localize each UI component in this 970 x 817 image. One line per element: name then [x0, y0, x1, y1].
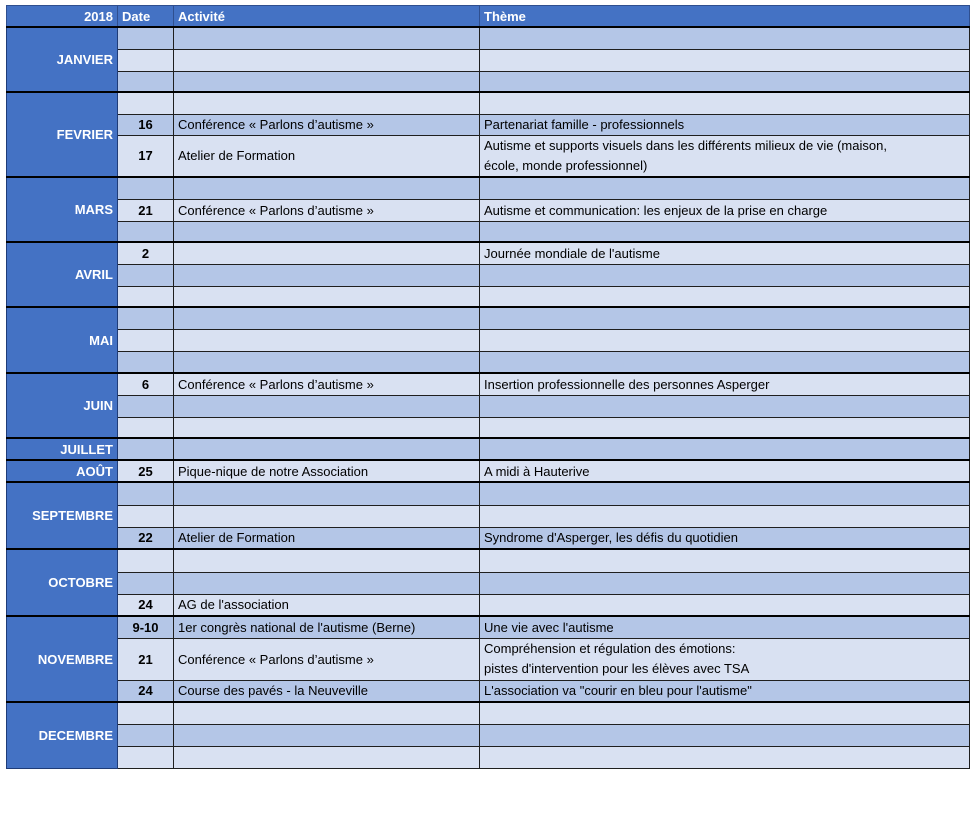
table-row — [7, 460, 970, 482]
table-row — [7, 49, 970, 71]
theme-cell: A midi à Hauterive — [480, 460, 970, 482]
theme-cell: Partenariat famille - professionnels — [480, 114, 970, 135]
theme-cell — [480, 307, 970, 329]
table-row — [7, 114, 970, 135]
table-row — [7, 27, 970, 49]
theme-cell — [480, 286, 970, 307]
table-row — [7, 724, 970, 746]
activity-cell — [174, 221, 480, 242]
date-cell: 22 — [118, 527, 174, 549]
theme-cell — [480, 395, 970, 417]
date-cell — [118, 286, 174, 307]
calendar-body — [7, 27, 970, 768]
date-cell: 16 — [118, 114, 174, 135]
month-label: SEPTEMBRE — [7, 482, 118, 549]
table-row — [7, 221, 970, 242]
date-cell — [118, 264, 174, 286]
theme-cell: Une vie avec l'autisme — [480, 616, 970, 638]
table-row — [7, 395, 970, 417]
theme-cell — [480, 92, 970, 114]
activity-cell — [174, 307, 480, 329]
theme-cell — [480, 746, 970, 768]
activity-cell — [174, 438, 480, 460]
activity-cell — [174, 724, 480, 746]
theme-cell — [480, 329, 970, 351]
table-row — [7, 351, 970, 373]
table-row — [7, 594, 970, 616]
activity-cell: Atelier de Formation — [174, 527, 480, 549]
theme-cell — [480, 177, 970, 199]
theme-cell — [480, 135, 970, 177]
theme-line: Compréhension et régulation des émotions: — [484, 641, 736, 656]
theme-cell: Autisme et communication: les enjeux de la prise en charge — [480, 199, 970, 221]
theme-cell: Journée mondiale de l'autisme — [480, 242, 970, 264]
month-label: OCTOBRE — [7, 549, 118, 616]
date-cell — [118, 438, 174, 460]
activity-cell — [174, 351, 480, 373]
theme-cell — [480, 505, 970, 527]
theme-cell — [480, 724, 970, 746]
theme-cell — [480, 482, 970, 505]
theme-line: Autisme et supports visuels dans les différents milieux de vie (maison, — [484, 137, 887, 153]
date-cell — [118, 746, 174, 768]
activity-cell: AG de l'association — [174, 594, 480, 616]
date-cell: 24 — [118, 594, 174, 616]
table-row — [7, 702, 970, 724]
theme-cell — [480, 27, 970, 49]
table-row — [7, 616, 970, 638]
date-cell — [118, 221, 174, 242]
date-cell — [118, 395, 174, 417]
month-label: FEVRIER — [7, 92, 118, 177]
theme-cell — [480, 264, 970, 286]
table-row — [7, 92, 970, 114]
date-cell: 9-10 — [118, 616, 174, 638]
date-cell — [118, 482, 174, 505]
table-row — [7, 680, 970, 702]
activity-cell: Conférence « Parlons d’autisme » — [174, 373, 480, 395]
table-row — [7, 373, 970, 395]
table-row — [7, 746, 970, 768]
table-row — [7, 286, 970, 307]
table-row — [7, 264, 970, 286]
table-row — [7, 135, 970, 177]
date-header: Date — [118, 6, 174, 28]
theme-cell — [480, 594, 970, 616]
theme-cell — [480, 49, 970, 71]
year-header: 2018 — [7, 6, 118, 28]
theme-cell — [480, 549, 970, 572]
theme-line: pistes d'intervention pour les élèves avec TSA — [484, 661, 750, 676]
theme-cell: Syndrome d'Asperger, les défis du quotidien — [480, 527, 970, 549]
activity-cell: Conférence « Parlons d’autisme » — [174, 199, 480, 221]
activity-cell: Conférence « Parlons d’autisme » — [174, 114, 480, 135]
activity-cell — [174, 549, 480, 572]
activity-cell — [174, 242, 480, 264]
activity-cell — [174, 572, 480, 594]
date-cell — [118, 71, 174, 92]
date-cell: 21 — [118, 638, 174, 680]
date-cell — [118, 505, 174, 527]
date-cell: 6 — [118, 373, 174, 395]
activity-cell: 1er congrès national de l'autisme (Berne) — [174, 616, 480, 638]
activity-cell — [174, 286, 480, 307]
month-label: MAI — [7, 307, 118, 373]
activity-header: Activité — [174, 6, 480, 28]
date-cell — [118, 177, 174, 199]
date-cell — [118, 549, 174, 572]
activity-cell: Course des pavés - la Neuveville — [174, 680, 480, 702]
activity-cell — [174, 329, 480, 351]
theme-cell: L'association va "courir en bleu pour l'autisme" — [480, 680, 970, 702]
table-row — [7, 505, 970, 527]
activity-cell — [174, 417, 480, 438]
month-label: JUILLET — [7, 438, 118, 460]
month-label: AOÛT — [7, 460, 118, 482]
table-row — [7, 199, 970, 221]
date-cell: 2 — [118, 242, 174, 264]
theme-cell — [480, 417, 970, 438]
date-cell — [118, 307, 174, 329]
month-label: NOVEMBRE — [7, 616, 118, 702]
date-cell: 25 — [118, 460, 174, 482]
activity-cell — [174, 482, 480, 505]
theme-cell — [480, 351, 970, 373]
date-cell — [118, 351, 174, 373]
activity-cell: Pique-nique de notre Association — [174, 460, 480, 482]
activity-cell — [174, 264, 480, 286]
table-row — [7, 482, 970, 505]
theme-cell — [480, 438, 970, 460]
events-calendar-table — [6, 5, 970, 769]
table-row — [7, 177, 970, 199]
activity-cell — [174, 505, 480, 527]
table-row — [7, 638, 970, 680]
table-row — [7, 329, 970, 351]
table-row — [7, 242, 970, 264]
date-cell — [118, 49, 174, 71]
activity-cell — [174, 27, 480, 49]
table-row — [7, 307, 970, 329]
table-row — [7, 549, 970, 572]
theme-cell: Insertion professionnelle des personnes Asperger — [480, 373, 970, 395]
date-cell — [118, 92, 174, 114]
theme-cell — [480, 702, 970, 724]
activity-cell — [174, 71, 480, 92]
month-label: JUIN — [7, 373, 118, 438]
activity-cell: Conférence « Parlons d’autisme » — [174, 638, 480, 680]
table-row — [7, 417, 970, 438]
date-cell: 17 — [118, 135, 174, 177]
table-row — [7, 572, 970, 594]
month-label: MARS — [7, 177, 118, 242]
activity-cell — [174, 92, 480, 114]
table-row — [7, 438, 970, 460]
date-cell — [118, 702, 174, 724]
month-label: JANVIER — [7, 27, 118, 92]
theme-cell — [480, 221, 970, 242]
theme-cell — [480, 71, 970, 92]
theme-cell — [480, 638, 970, 680]
theme-cell — [480, 572, 970, 594]
date-cell: 24 — [118, 680, 174, 702]
activity-cell — [174, 49, 480, 71]
month-label: DECEMBRE — [7, 702, 118, 768]
date-cell — [118, 329, 174, 351]
activity-cell — [174, 395, 480, 417]
date-cell — [118, 724, 174, 746]
date-cell: 21 — [118, 199, 174, 221]
date-cell — [118, 572, 174, 594]
theme-line: école, monde professionnel) — [484, 157, 648, 173]
activity-cell — [174, 177, 480, 199]
activity-cell — [174, 746, 480, 768]
date-cell — [118, 417, 174, 438]
date-cell — [118, 27, 174, 49]
activity-cell: Atelier de Formation — [174, 135, 480, 177]
theme-header: Thème — [480, 6, 970, 28]
table-row — [7, 527, 970, 549]
activity-cell — [174, 702, 480, 724]
month-label: AVRIL — [7, 242, 118, 307]
table-row — [7, 71, 970, 92]
header-row — [7, 6, 970, 28]
